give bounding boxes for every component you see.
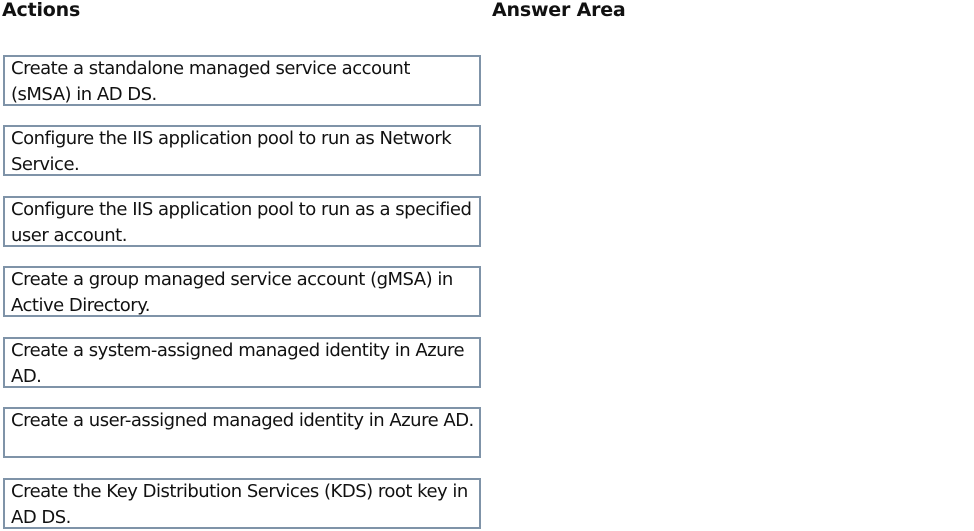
- action-item-kds-root-key[interactable]: [3, 478, 481, 529]
- action-item-create-gmsa[interactable]: [3, 266, 481, 317]
- action-item-system-assigned-identity[interactable]: [3, 337, 481, 388]
- actions-heading: Actions: [2, 0, 81, 21]
- action-item-iis-user-account[interactable]: [3, 196, 481, 247]
- action-item-text: Create a user-assigned managed identity in Azure AD.: [11, 410, 474, 431]
- answer-area-dropzone[interactable]: [492, 40, 962, 520]
- action-item-create-smsa[interactable]: [3, 55, 481, 106]
- action-item-text: Configure the IIS application pool to run as Network Service.: [11, 128, 452, 175]
- answer-area-heading: Answer Area: [492, 0, 626, 21]
- action-item-iis-network-service[interactable]: [3, 125, 481, 176]
- action-item-text: Configure the IIS application pool to run as a specified user account.: [11, 199, 472, 246]
- action-item-text: Create a system-assigned managed identity in Azure AD.: [11, 340, 465, 387]
- action-item-text: Create a standalone managed service account (sMSA) in AD DS.: [11, 58, 410, 105]
- action-item-user-assigned-identity[interactable]: [3, 407, 481, 458]
- action-item-text: Create the Key Distribution Services (KDS) root key in AD DS.: [11, 481, 468, 528]
- action-item-text: Create a group managed service account (gMSA) in Active Directory.: [11, 269, 453, 316]
